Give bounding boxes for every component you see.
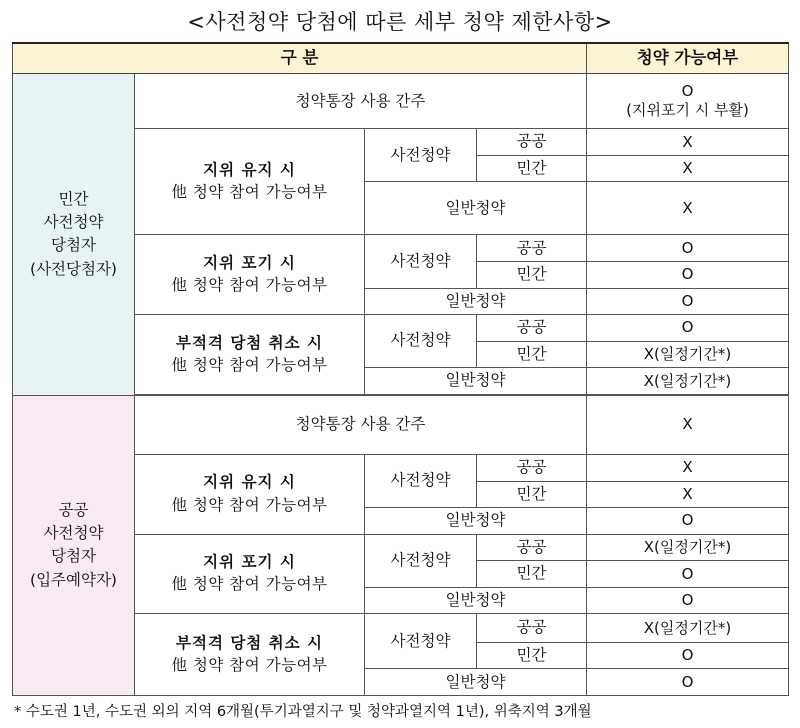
restriction-table xyxy=(12,42,789,696)
public-bankbook-status: X xyxy=(587,395,789,454)
maintain-label: 지위 유지 시 他 청약 참여 가능여부 xyxy=(135,129,365,235)
pre-subscription-label: 사전청약 xyxy=(365,235,477,288)
bankbook-used-label: 청약통장 사용 간주 xyxy=(135,395,587,454)
status-cell: X(일정기간*) xyxy=(587,614,789,643)
status-cell: X xyxy=(587,481,789,508)
public-label: 공공 xyxy=(477,534,587,561)
status-cell: X xyxy=(587,129,789,156)
general-subscription-label: 일반청약 xyxy=(365,508,587,535)
public-label: 공공 xyxy=(477,454,587,481)
forfeit-label: 지위 포기 시 他 청약 참여 가능여부 xyxy=(135,534,365,614)
status-cell: X xyxy=(587,155,789,182)
public-label: 공공 xyxy=(477,235,587,262)
private-label: 민간 xyxy=(477,262,587,289)
private-bankbook-status: O (지위포기 시 부활) xyxy=(587,74,789,129)
general-subscription-label: 일반청약 xyxy=(365,669,587,696)
bankbook-used-label: 청약통장 사용 간주 xyxy=(135,74,587,129)
general-subscription-label: 일반청약 xyxy=(365,182,587,235)
status-cell: O xyxy=(587,561,789,588)
table-row xyxy=(13,395,789,454)
general-subscription-label: 일반청약 xyxy=(365,368,587,395)
header-category: 구 분 xyxy=(13,43,587,74)
public-label: 공공 xyxy=(477,129,587,156)
pre-subscription-label: 사전청약 xyxy=(365,454,477,507)
status-cell: O xyxy=(587,262,789,289)
status-cell: O xyxy=(587,669,789,696)
maintain-label: 지위 유지 시 他 청약 참여 가능여부 xyxy=(135,454,365,534)
status-cell: O xyxy=(587,315,789,342)
status-cell: O xyxy=(587,288,789,315)
status-cell: X xyxy=(587,454,789,481)
status-cell: O xyxy=(587,235,789,262)
footnote: * 수도권 1년, 수도권 외의 지역 6개월(투기과열지구 및 청약과열지역 1년), 위축지역 3개월 xyxy=(14,704,592,720)
status-cell: X(일정기간*) xyxy=(587,534,789,561)
public-label: 공공 xyxy=(477,614,587,643)
group-label-public: 공공 사전청약 당첨자 (입주예약자) xyxy=(13,395,135,695)
general-subscription-label: 일반청약 xyxy=(365,288,587,315)
private-label: 민간 xyxy=(477,155,587,182)
table-row xyxy=(13,74,789,129)
pre-subscription-label: 사전청약 xyxy=(365,129,477,182)
page-title: <사전청약 당첨에 따른 세부 청약 제한사항> xyxy=(187,10,613,34)
cancel-label: 부적격 당첨 취소 시 他 청약 참여 가능여부 xyxy=(135,315,365,395)
header-row xyxy=(13,43,789,74)
pre-subscription-label: 사전청약 xyxy=(365,534,477,587)
group-label-private: 민간 사전청약 당첨자 (사전당첨자) xyxy=(13,74,135,396)
pre-subscription-label: 사전청약 xyxy=(365,614,477,669)
header-availability: 청약 가능여부 xyxy=(587,43,789,74)
status-cell: X(일정기간*) xyxy=(587,341,789,368)
status-cell: O xyxy=(587,642,789,669)
status-cell: O xyxy=(587,508,789,535)
private-label: 민간 xyxy=(477,561,587,588)
forfeit-label: 지위 포기 시 他 청약 참여 가능여부 xyxy=(135,235,365,315)
private-label: 민간 xyxy=(477,481,587,508)
general-subscription-label: 일반청약 xyxy=(365,587,587,614)
private-label: 민간 xyxy=(477,642,587,669)
public-label: 공공 xyxy=(477,315,587,342)
cancel-label: 부적격 당첨 취소 시 他 청약 참여 가능여부 xyxy=(135,614,365,696)
pre-subscription-label: 사전청약 xyxy=(365,315,477,368)
status-cell: X xyxy=(587,182,789,235)
status-cell: X(일정기간*) xyxy=(587,368,789,395)
status-cell: O xyxy=(587,587,789,614)
private-label: 민간 xyxy=(477,341,587,368)
